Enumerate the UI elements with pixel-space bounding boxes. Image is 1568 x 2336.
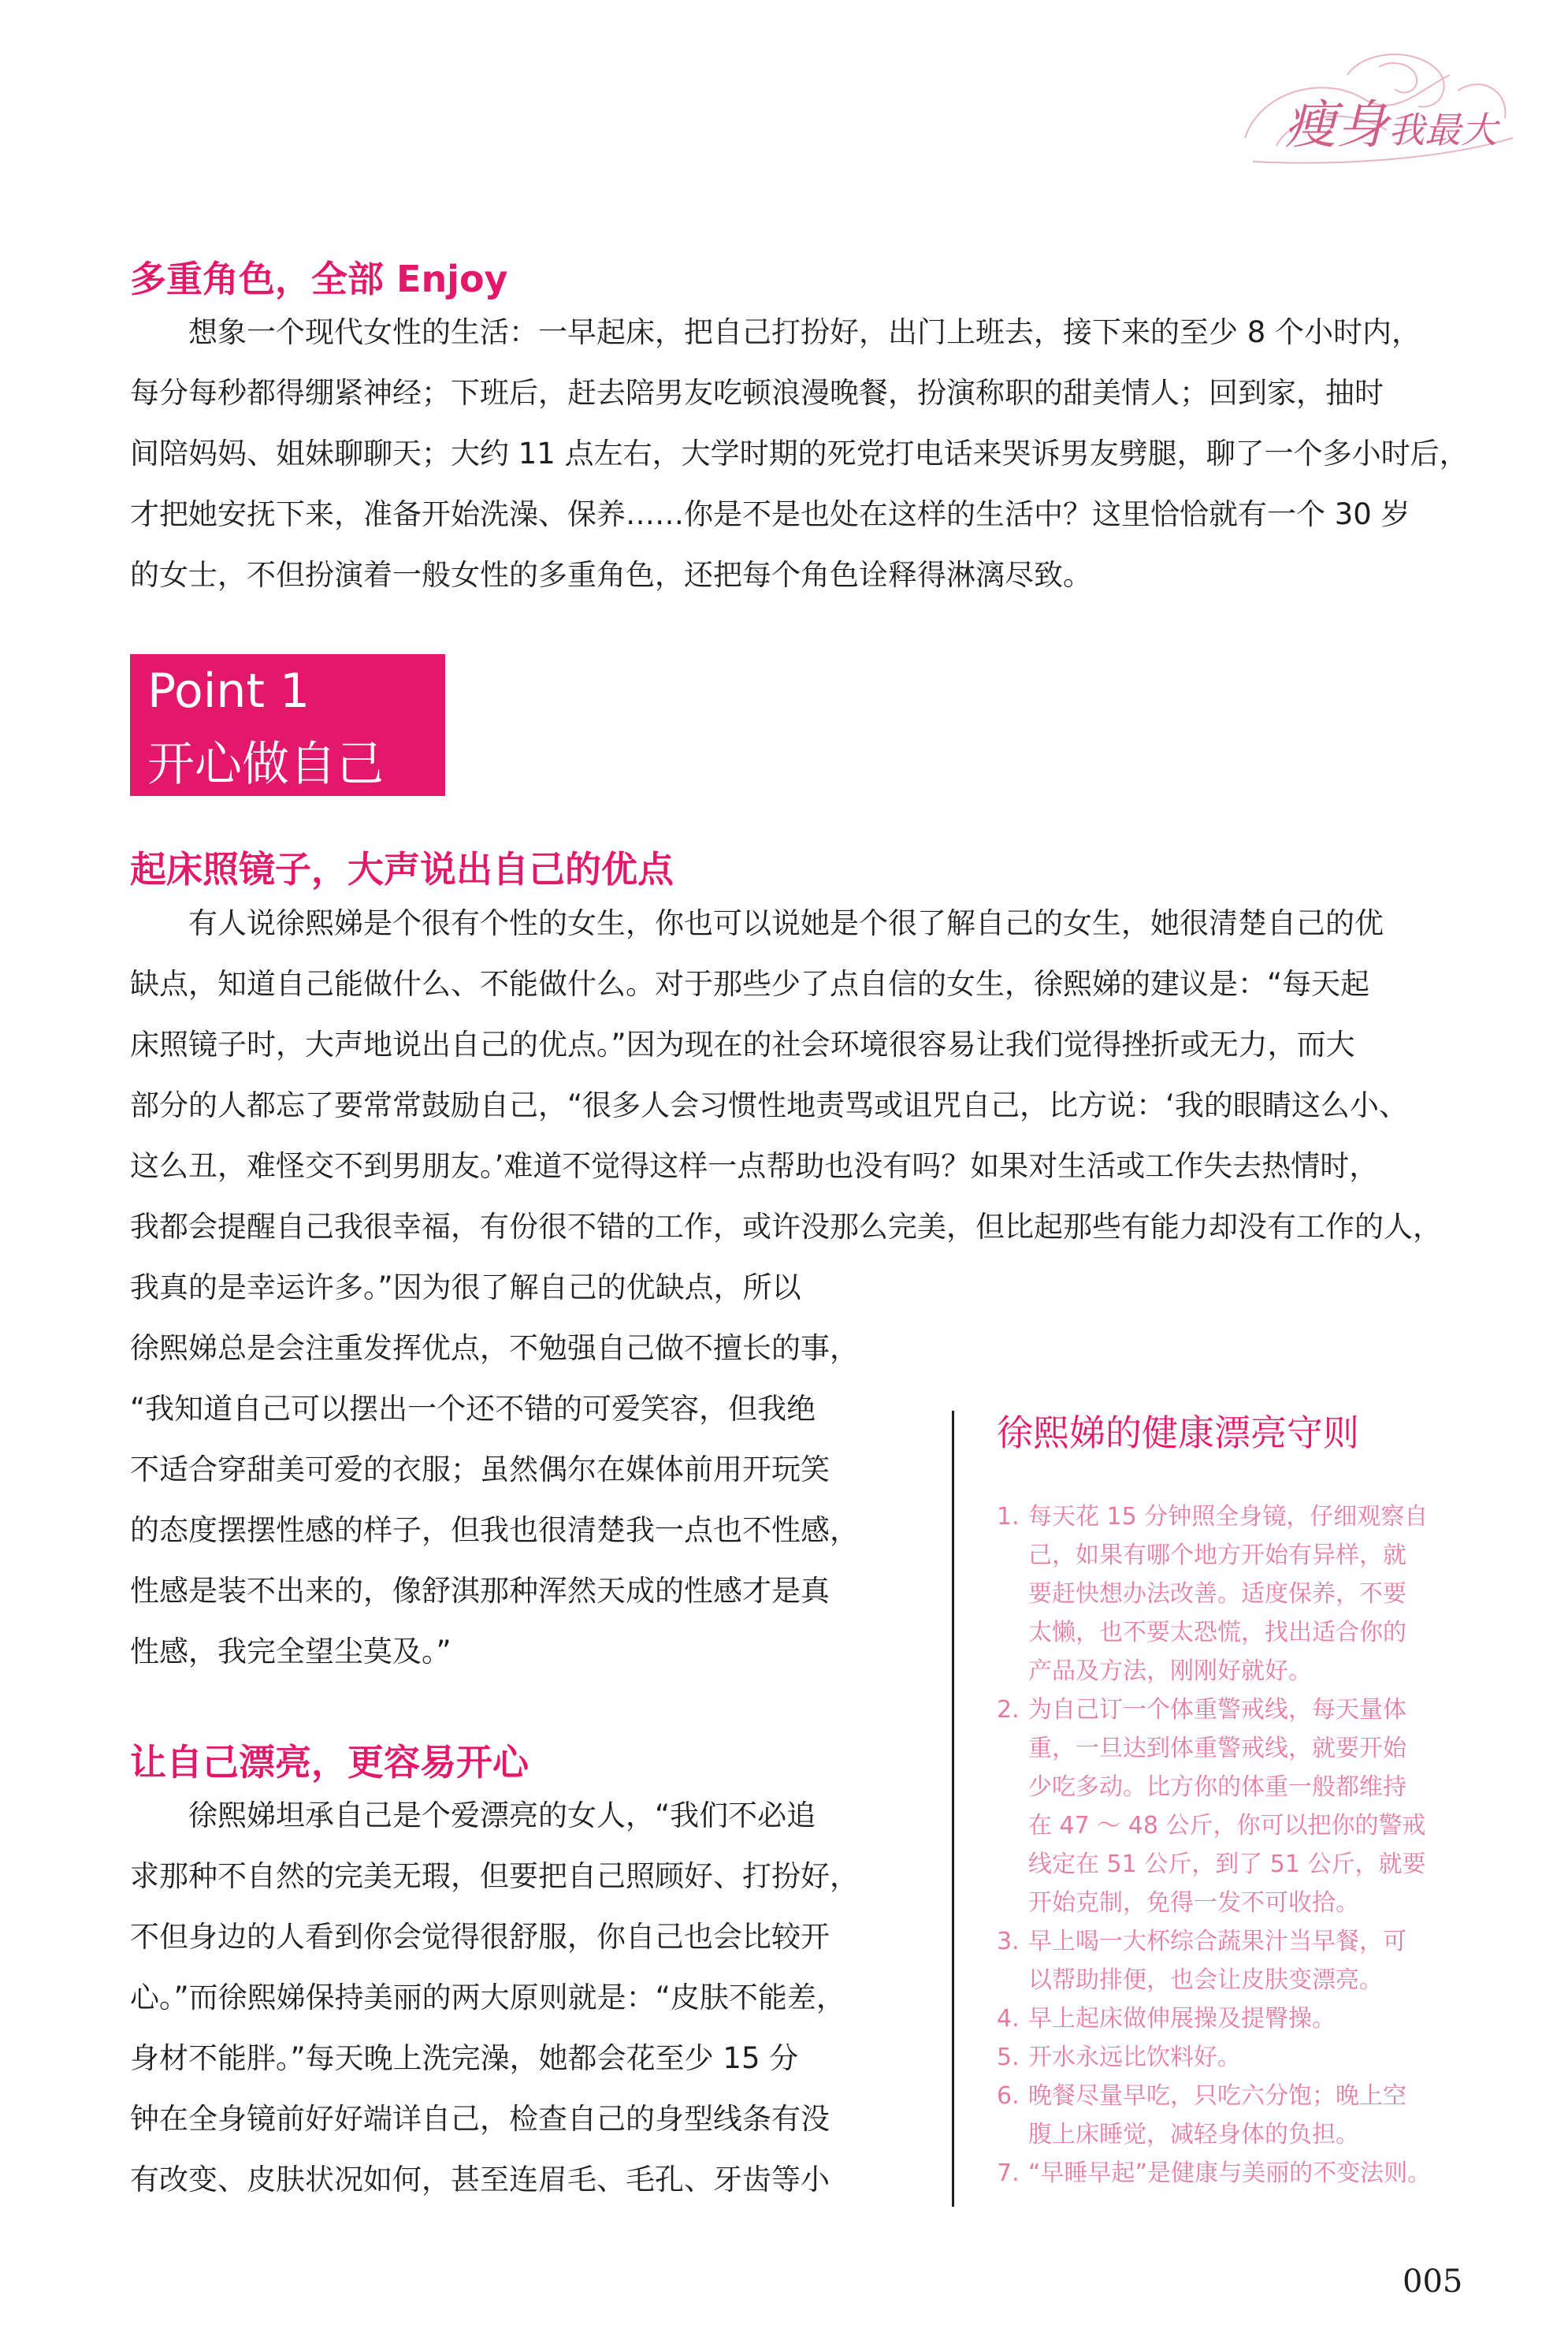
rule-text-line: 线定在 51 公斤，到了 51 公斤，就要 <box>1028 1851 1426 1878</box>
rule-text-line: 要赶快想办法改善。适度保养，不要 <box>1028 1580 1406 1608</box>
section-roles-body <box>130 302 1469 605</box>
rule-text-line: 早上起床做伸展操及提臀操。 <box>1028 2005 1336 2033</box>
rule-text-line: 以帮助排便，也会让皮肤变漂亮。 <box>1028 1966 1383 1994</box>
paragraph-line: 我真的是幸运许多。”因为很了解自己的优缺点，所以 <box>130 1270 801 1304</box>
section-heading-roles: 多重角色，全部 Enjoy <box>130 258 508 300</box>
rule-text-line: 为自己订一个体重警戒线，每天量体 <box>1028 1696 1406 1724</box>
rule-item <box>997 2154 1470 2193</box>
section-heading-beauty: 让自己漂亮，更容易开心 <box>130 1741 529 1784</box>
rule-item <box>997 2077 1470 2154</box>
paragraph-line: 不但身边的人看到你会觉得很舒服，你自己也会比较开 <box>130 1920 830 1954</box>
paragraph-line: 的女士，不但扮演着一般女性的多重角色，还把每个角色诠释得淋漓尽致。 <box>130 558 1092 592</box>
paragraph-line: 不适合穿甜美可爱的衣服；虽然偶尔在媒体前用开玩笑 <box>130 1453 830 1486</box>
health-rules-list <box>997 1497 1470 2193</box>
rule-item <box>997 1691 1470 1922</box>
rule-item <box>997 1999 1470 2038</box>
rule-number: 7. <box>997 2159 1020 2187</box>
paragraph-line: 部分的人都忘了要常常鼓励自己，“很多人会习惯性地责骂或诅咒自己，比方说：‘我的眼睛这么小、 <box>130 1088 1408 1122</box>
rule-text-line: 腹上床睡觉，减轻身体的负担。 <box>1028 2121 1359 2148</box>
paragraph-line: 间陪妈妈、姐妹聊聊天；大约 11 点左右，大学时期的死党打电话来哭诉男友劈腿，聊了一个多小时后， <box>130 437 1469 471</box>
rule-text-line: 开始克制，免得一发不可收拾。 <box>1028 1889 1359 1917</box>
page-number: 005 <box>1403 2263 1463 2300</box>
sidebar-title: 徐熙娣的健康漂亮守则 <box>997 1412 1359 1454</box>
paragraph-line: 我都会提醒自己我很幸福，有份很不错的工作，或许没那么完美，但比起那些有能力却没有工作的人， <box>130 1210 1442 1244</box>
rule-text-line: “早睡早起”是健康与美丽的不变法则。 <box>1028 2159 1432 2187</box>
paragraph-line: 性感是装不出来的，像舒淇那种浑然天成的性感才是真 <box>130 1574 830 1608</box>
rule-text-line: 晚餐尽量早吃，只吃六分饱；晚上空 <box>1028 2082 1406 2110</box>
rule-number: 2. <box>997 1696 1020 1724</box>
rule-item <box>997 1497 1470 1691</box>
paragraph-line: 徐熙娣坦承自己是个爱漂亮的女人，“我们不必追 <box>188 1798 816 1832</box>
sidebar-divider <box>952 1411 954 2207</box>
rule-text-line: 在 47 ～ 48 公斤，你可以把你的警戒 <box>1028 1812 1426 1839</box>
rule-number: 6. <box>997 2082 1020 2110</box>
rule-text-line: 开水永远比饮料好。 <box>1028 2044 1241 2071</box>
section-mirror-body <box>130 893 1456 1257</box>
logo-title-main: 瘦身 <box>1284 95 1388 155</box>
logo-title-sub: 我最大 <box>1388 109 1497 151</box>
paragraph-line: 想象一个现代女性的生活：一早起床，把自己打扮好，出门上班去，接下来的至少 8 个小时内， <box>188 315 1421 349</box>
rule-text-line: 太懒，也不要太恐慌，找出适合你的 <box>1028 1619 1406 1646</box>
rule-text-line: 少吃多动。比方你的体重一般都维持 <box>1028 1773 1406 1801</box>
paragraph-line: 徐熙娣总是会注重发挥优点，不勉强自己做不擅长的事， <box>130 1331 859 1365</box>
paragraph-line: 有人说徐熙娣是个很有个性的女生，你也可以说她是个很了解自己的女生，她很清楚自己的优 <box>188 906 1384 940</box>
paragraph-line: 这么丑，难怪交不到男朋友。’难道不觉得这样一点帮助也没有吗？如果对生活或工作失去热情时， <box>130 1149 1379 1183</box>
brand-logo <box>1229 43 1529 177</box>
paragraph-line: 床照镜子时，大声地说出自己的优点。”因为现在的社会环境很容易让我们觉得挫折或无力，而大 <box>130 1028 1355 1062</box>
rule-number: 5. <box>997 2044 1020 2071</box>
rule-item <box>997 1922 1470 1999</box>
point-badge <box>130 654 445 796</box>
rule-number: 1. <box>997 1503 1020 1531</box>
paragraph-line: “我知道自己可以摆出一个还不错的可爱笑容，但我绝 <box>130 1392 816 1426</box>
rule-item <box>997 2038 1470 2077</box>
paragraph-line: 的态度摆摆性感的样子，但我也很清楚我一点也不性感， <box>130 1513 859 1547</box>
paragraph-line: 心。”而徐熙娣保持美丽的两大原则就是：“皮肤不能差， <box>130 1981 845 2014</box>
paragraph-line: 每分每秒都得绷紧神经；下班后，赶去陪男友吃顿浪漫晚餐，扮演称职的甜美情人；回到家，抽时 <box>130 376 1384 410</box>
rule-number: 3. <box>997 1928 1020 1955</box>
paragraph-line: 钟在全身镜前好好端详自己，检查自己的身型线条有没 <box>130 2102 830 2136</box>
rule-text-line: 己，如果有哪个地方开始有异样，就 <box>1028 1542 1406 1569</box>
rule-text-line: 产品及方法，刚刚好就好。 <box>1028 1657 1312 1685</box>
rule-text-line: 早上喝一大杯综合蔬果汁当早餐，可 <box>1028 1928 1406 1955</box>
section-beauty-body <box>130 1785 898 2210</box>
point-label: Point 1 <box>147 664 310 719</box>
rule-number: 4. <box>997 2005 1020 2033</box>
paragraph-line: 才把她安抚下来，准备开始洗澡、保养……你是不是也处在这样的生活中？这里恰恰就有一个 30 岁 <box>130 497 1410 531</box>
paragraph-line: 身材不能胖。”每天晚上洗完澡，她都会花至少 15 分 <box>130 2041 799 2075</box>
rule-text-line: 每天花 15 分钟照全身镜，仔细观察自 <box>1028 1503 1429 1531</box>
paragraph-line: 有改变、皮肤状况如何，甚至连眉毛、毛孔、牙齿等小 <box>130 2163 830 2197</box>
point-title: 开心做自己 <box>147 737 384 792</box>
section-mirror-body-continued <box>130 1257 898 1682</box>
paragraph-line: 性感，我完全望尘莫及。” <box>130 1635 451 1668</box>
rule-text-line: 重，一旦达到体重警戒线，就要开始 <box>1028 1735 1406 1762</box>
paragraph-line: 缺点，知道自己能做什么、不能做什么。对于那些少了点自信的女生，徐熙娣的建议是：“每天起 <box>130 967 1370 1001</box>
paragraph-line: 求那种不自然的完美无瑕，但要把自己照顾好、打扮好， <box>130 1859 859 1893</box>
section-heading-mirror: 起床照镜子，大声说出自己的优点 <box>130 848 674 891</box>
